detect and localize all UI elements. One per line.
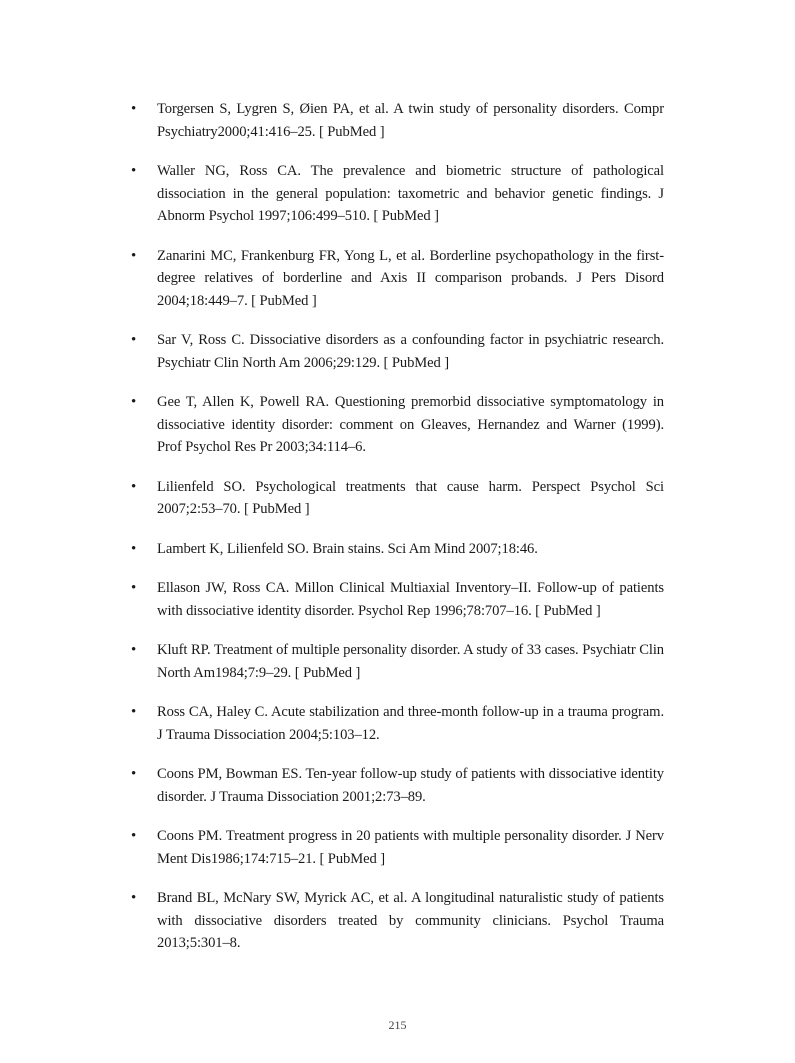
reference-item — [131, 476, 664, 521]
reference-item — [131, 701, 664, 746]
bullet: • — [131, 580, 137, 596]
reference-item — [131, 639, 664, 684]
reference-text: Ross CA, Haley C. Acute stabilization and three-month follow-up in a trauma program. J Trauma Dissociation 2004;5:103–12. — [157, 704, 664, 743]
reference-item — [131, 887, 664, 955]
bullet: • — [131, 642, 137, 658]
reference-item — [131, 245, 664, 313]
reference-item — [131, 160, 664, 228]
reference-list — [131, 98, 664, 972]
reference-item — [131, 329, 664, 374]
page-number: 215 — [388, 1018, 407, 1032]
reference-text: Sar V, Ross C. Dissociative disorders as a confounding factor in psychiatric research. Psychiatr Clin North Am 2006;29:129. [ PubMed ] — [157, 332, 664, 371]
bullet: • — [131, 540, 137, 557]
reference-text: Waller NG, Ross CA. The prevalence and biometric structure of pathological dissociation in the general population: taxometric and behavior genetic findings. J Abnorm Psychol 1997;106:499–510. [ PubMed ] — [157, 163, 664, 224]
reference-text: Ellason JW, Ross CA. Millon Clinical Multiaxial Inventory–II. Follow-up of patients with dissociative identity disorder. Psychol Rep 1996;78:707–16. [ PubMed ] — [157, 580, 664, 619]
bullet: • — [131, 766, 137, 782]
reference-text: Torgersen S, Lygren S, Øien PA, et al. A twin study of personality disorders. Compr Psychiatry2000;41:416–25. [ PubMed ] — [157, 101, 664, 140]
reference-text: Kluft RP. Treatment of multiple personality disorder. A study of 33 cases. Psychiatr Clin North Am1984;7:9–29. [ PubMed ] — [157, 642, 664, 681]
bullet: • — [131, 890, 137, 906]
reference-item — [131, 98, 664, 143]
bullet: • — [131, 101, 137, 117]
bullet: • — [131, 704, 137, 720]
reference-text: Brand BL, McNary SW, Myrick AC, et al. A longitudinal naturalistic study of patients with dissociative disorders treated by community clinicians. Psychol Trauma 2013;5:301–8. — [157, 890, 664, 951]
reference-item — [131, 763, 664, 808]
reference-text: Coons PM. Treatment progress in 20 patients with multiple personality disorder. J Nerv Ment Dis1986;174:715–21. [ PubMed ] — [157, 828, 664, 867]
reference-item — [131, 577, 664, 622]
bullet: • — [131, 394, 137, 410]
bullet: • — [131, 478, 137, 495]
reference-item — [131, 825, 664, 870]
reference-text: Lilienfeld SO. Psychological treatments that cause harm. Perspect Psychol Sci 2007;2:53–70. [ PubMed ] — [157, 478, 664, 517]
reference-text: Lambert K, Lilienfeld SO. Brain stains. Sci Am Mind 2007;18:46. — [157, 540, 538, 557]
reference-text: Coons PM, Bowman ES. Ten-year follow-up study of patients with dissociative identity disorder. J Trauma Dissociation 2001;2:73–89. — [157, 766, 664, 805]
bullet: • — [131, 247, 137, 264]
bullet: • — [131, 828, 137, 844]
reference-item — [131, 391, 664, 459]
bullet: • — [131, 163, 137, 179]
reference-item — [131, 538, 664, 561]
reference-text: Gee T, Allen K, Powell RA. Questioning premorbid dissociative symptomatology in dissociative identity disorder: comment on Gleaves, Hernandez and Warner (1999). Prof Psychol Res Pr 2003;34:114–6. — [157, 394, 664, 455]
bullet: • — [131, 332, 137, 348]
reference-text: Zanarini MC, Frankenburg FR, Yong L, et al. Borderline psychopathology in the first-degree relatives of borderline and Axis II comparison probands. J Pers Disord 2004;18:449–7. [ PubMed ] — [157, 247, 664, 309]
